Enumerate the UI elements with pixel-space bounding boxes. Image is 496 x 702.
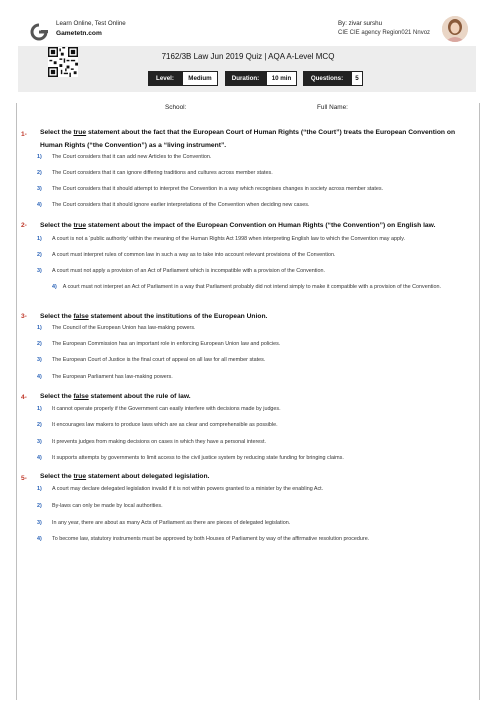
question-text: Select the true statement about the fact that the European Court of Human Rights (“the Court”) treats the European Convention on Human Rights (“the Convention”) as a “living instrument”.: [40, 129, 456, 149]
question-text: Select the false statement about the institutions of the European Union.: [40, 313, 268, 320]
option-number[interactable]: 4): [37, 374, 42, 380]
option-number[interactable]: 2): [37, 252, 42, 258]
questions-pill: [303, 71, 363, 86]
option-number[interactable]: 3): [37, 357, 42, 363]
option-text[interactable]: The European Commission has an important role in enforcing European Union law and policies.: [52, 341, 281, 347]
question-text: Select the false statement about the rule of law.: [40, 393, 191, 400]
option-text[interactable]: In any year, there are about as many Acts of Parliament as there are pieces of delegated legislation.: [52, 520, 291, 526]
option-text[interactable]: It prevents judges from making decisions on cases in which they have a personal interest.: [52, 439, 266, 445]
author-avatar: [442, 16, 468, 42]
option-text[interactable]: The European Parliament has law-making powers.: [52, 374, 173, 380]
option-text[interactable]: It encourages law makers to produce laws which are as clear and comprehensible as possible.: [52, 422, 278, 428]
question-number: 5-: [21, 475, 27, 482]
option-number[interactable]: 4): [37, 536, 42, 542]
option-text[interactable]: The Council of the European Union has law-making powers.: [52, 325, 196, 331]
option-number[interactable]: 1): [37, 406, 42, 412]
option-number[interactable]: 4): [37, 455, 42, 461]
question-keyword: true: [73, 222, 87, 229]
school-label: School:: [165, 104, 187, 111]
site-name[interactable]: Gametetn.com: [56, 30, 102, 37]
level-value: Medium: [182, 71, 218, 86]
duration-pill: [225, 71, 297, 86]
level-pill: [148, 71, 218, 86]
option-row[interactable]: [37, 282, 472, 292]
option-text[interactable]: It supports attempts by governments to limit access to the civil justice system by reducing state funding for bringing claims.: [52, 455, 344, 461]
option-number[interactable]: 3): [37, 439, 42, 445]
option-number[interactable]: 2): [37, 422, 42, 428]
option-text[interactable]: To become law, statutory instruments must be approved by both Houses of Parliament by way of the affirmative resolution procedure.: [52, 536, 370, 542]
author-name: By: zivar surshu: [338, 20, 383, 27]
question-number: 4-: [21, 394, 27, 401]
option-number[interactable]: 1): [37, 486, 42, 492]
option-text[interactable]: The European Court of Justice is the final court of appeal on all law for all member states.: [52, 357, 266, 363]
questions-value: 5: [351, 71, 363, 86]
option-number[interactable]: 3): [37, 186, 42, 192]
option-text[interactable]: The Court considers that it can add new Articles to the Convention.: [52, 154, 212, 160]
question-keyword: false: [73, 393, 89, 400]
questions-label: Questions:: [303, 71, 351, 86]
option-text[interactable]: By-laws can only be made by local authorities.: [52, 503, 163, 509]
question-number: 3-: [21, 313, 27, 320]
option-text[interactable]: The Court considers that it can ignore differing traditions and cultures across member states.: [52, 170, 273, 176]
option-text[interactable]: A court must not interpret an Act of Parliament in a way that Parliament probably did not intend simply to make it compatible with a provision of the Convention.: [62, 284, 441, 290]
question-keyword: false: [73, 313, 89, 320]
option-text[interactable]: A court may declare delegated legislation invalid if it is not within powers granted to a minister by the enabling Act.: [52, 486, 324, 492]
duration-value: 10 min: [266, 71, 297, 86]
option-text[interactable]: A court must not apply a provision of an Act of Parliament which is incompatible with a provision of the Convention.: [52, 268, 325, 274]
option-text[interactable]: A court must interpret rules of common law in such a way as to take into account relevant provisions of the Convention.: [52, 252, 336, 258]
option-number[interactable]: 3): [37, 268, 42, 274]
option-number[interactable]: 4): [52, 284, 57, 290]
quiz-title: 7162/3B Law Jun 2019 Quiz | AQA A-Level MCQ: [161, 52, 335, 61]
gametetn-logo-icon: [28, 23, 50, 41]
question-number: 1-: [21, 131, 27, 138]
question-text: Select the true statement about the impact of the European Convention on Human Rights (“the Convention”) on English law.: [40, 222, 436, 229]
level-label: Level:: [148, 71, 182, 86]
question-number: 2-: [21, 222, 27, 229]
author-meta: CIE CIE agency Region021 Nnvoz: [338, 30, 431, 36]
option-number[interactable]: 2): [37, 341, 42, 347]
question-text: Select the true statement about delegated legislation.: [40, 473, 210, 480]
option-number[interactable]: 4): [37, 202, 42, 208]
site-tagline: Learn Online, Test Online: [56, 20, 126, 27]
option-text[interactable]: The Court considers that it should attempt to interpret the Convention in a way which recognises changes in society across member states.: [52, 186, 384, 192]
option-number[interactable]: 1): [37, 154, 42, 160]
option-number[interactable]: 3): [37, 520, 42, 526]
full-name-label: Full Name:: [317, 104, 348, 111]
option-number[interactable]: 2): [37, 170, 42, 176]
option-number[interactable]: 1): [37, 325, 42, 331]
option-number[interactable]: 2): [37, 503, 42, 509]
option-text[interactable]: A court is not a ‘public authority’ within the meaning of the Human Rights Act 1998 when interpreting English law to which the Convention may apply.: [52, 236, 405, 242]
option-number[interactable]: 1): [37, 236, 42, 242]
question-keyword: true: [73, 129, 87, 136]
option-text[interactable]: It cannot operate properly if the Government can easily interfere with decisions made by judges.: [52, 406, 281, 412]
option-text[interactable]: The Court considers that it should ignore earlier interpretations of the Convention when deciding new cases.: [52, 202, 310, 208]
duration-label: Duration:: [225, 71, 266, 86]
question-keyword: true: [73, 473, 87, 480]
